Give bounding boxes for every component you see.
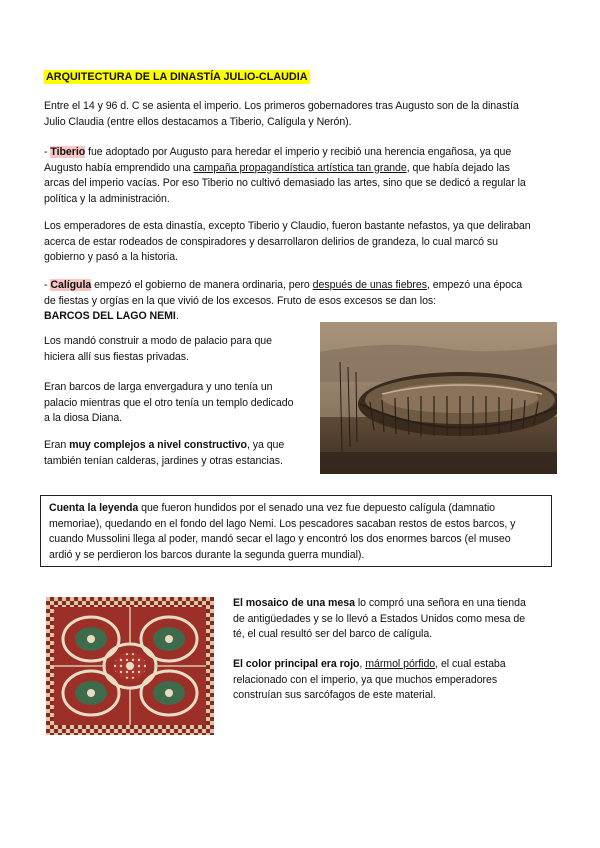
marmol-underlined: mármol pórfido [365,658,436,670]
page-title: ARQUITECTURA DE LA DINASTÍA JULIO-CLAUDIA [46,71,308,83]
barcos-p1: Los mandó construir a modo de palacio para que hiciera allí sus fiestas privadas. [44,335,272,363]
color-paragraph: El color principal era rojo, mármol pórfido, el cual estaba relacionado con el imperio, ya que muchos emperadores construían sus sarcófagos de este material. [233,658,506,701]
campana-underlined: campaña propagandística artística tan grande [193,161,407,174]
mosaic-table-photo [46,597,214,735]
tiberio-line: arcas del imperio vacías. Por eso Tiberio no cultivó demasiado las artes, sino que se dedicó a regular la [44,177,526,189]
emperadores-paragraph [44,219,531,266]
tiberio-name: Tiberio [50,146,86,158]
emperadores-line: gobierno y pasó a la historia. [44,251,178,263]
caligula-paragraph [44,278,522,325]
tiberio-line: Augusto había emprendido una campaña propagandística artística tan grande, que había dejado las [44,161,510,174]
intro-line: Julio Claudia (entre ellos destacamos a Tiberio, Calígula y Nerón). [44,115,352,128]
caligula-name: Calígula [50,279,92,291]
fiebres-underlined: después de unas fiebres [312,279,427,291]
mosaico-paragraph: El mosaico de una mesa lo compró una señora en una tienda de antigüedades y se lo llevó a Estados Unidos como mesa de té, el cual resultó ser del barco de calígula. [233,597,526,640]
intro-line: Entre el 14 y 96 d. C se asienta el imperio. Los primeros gobernadores tras Augusto son de la dinastía [44,100,519,112]
barcos-p3: Eran muy complejos a nivel constructivo, ya que también tenían calderas, jardines y otras estancias. [44,439,285,467]
emperadores-line: Los emperadores de esta dinastía, excepto Tiberio y Claudio, fueron bastante nefastos, ya que deliraban [44,220,531,232]
tiberio-paragraph [44,145,526,207]
nemi-ship-photo [320,322,557,474]
emperadores-line: acerca de estar rodeados de conspiradores y desarrollaron delirios de grandeza, lo cual marcó su [44,235,498,248]
tiberio-line: política y la administración. [44,192,170,205]
caligula-line: de fiestas y orgías en la que vivió de los excesos. Fruto de esos excesos se dan los: [44,294,437,307]
tiberio-line: - Tiberio fue adoptado por Augusto para heredar el imperio y recibió una herencia engañosa, ya que [44,146,512,158]
caligula-line: - Calígula empezó el gobierno de manera ordinaria, pero después de unas fiebres, empezó una época [44,279,523,291]
barcos-p2: Eran barcos de larga envergadura y uno tenía un palacio mientras que el otro tenía un templo dedicado a la diosa Diana. [44,381,294,424]
leyenda-paragraph: Cuenta la leyenda que fueron hundidos por el senado una vez fue depuesto calígula (damnatio memoriae), quedando en el fondo del lago Nemi. Los pescadores sacaban restos de estos barcos, y cuando Mussolini llega al poder, mandó secar el lago y encontró los dos enormes barcos (el museo ardió y se perdieron los barcos durante la segunda guerra mundial). [49,502,516,561]
barcos-heading: BARCOS DEL LAGO NEMI. [44,310,179,322]
intro-paragraph [44,99,519,130]
